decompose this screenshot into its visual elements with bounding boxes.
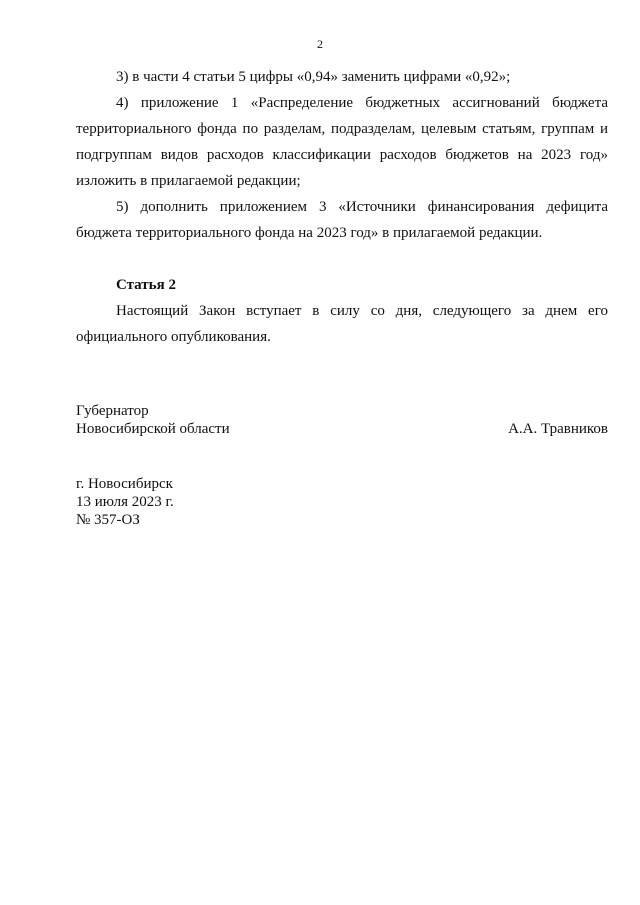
amendment-item-4: 4) приложение 1 «Распределение бюджетных ассигнований бюджета территориального фонда по разделам, подразделам, целевым статьям, группам и подгруппам видов расходов классификации расходов бюджетов на 2023 год» изложить в прилагаемой редакции; (76, 95, 608, 189)
law-date: 13 июля 2023 г. (76, 494, 174, 510)
signer-title-line1: Губернатор (76, 403, 149, 419)
amendment-item-3: 3) в части 4 статьи 5 цифры «0,94» заменить цифрами «0,92»; (116, 69, 511, 85)
signature-row (76, 420, 608, 438)
signer-name: А.А. Травников (508, 421, 608, 437)
document-body (76, 64, 608, 350)
law-meta-block (76, 475, 174, 529)
article-2-text: Настоящий Закон вступает в силу со дня, следующего за днем его официального опубликования. (76, 303, 608, 345)
law-number: № 357-ОЗ (76, 512, 140, 528)
law-city: г. Новосибирск (76, 476, 173, 492)
signer-title-line2: Новосибирской области (76, 421, 230, 437)
article-2-heading: Статья 2 (116, 277, 176, 293)
page-number: 2 (317, 37, 323, 51)
signature-block (76, 402, 608, 438)
section-gap (76, 246, 608, 272)
amendment-item-5: 5) дополнить приложением 3 «Источники финансирования дефицита бюджета территориального фонда на 2023 год» в прилагаемой редакции. (76, 199, 608, 241)
